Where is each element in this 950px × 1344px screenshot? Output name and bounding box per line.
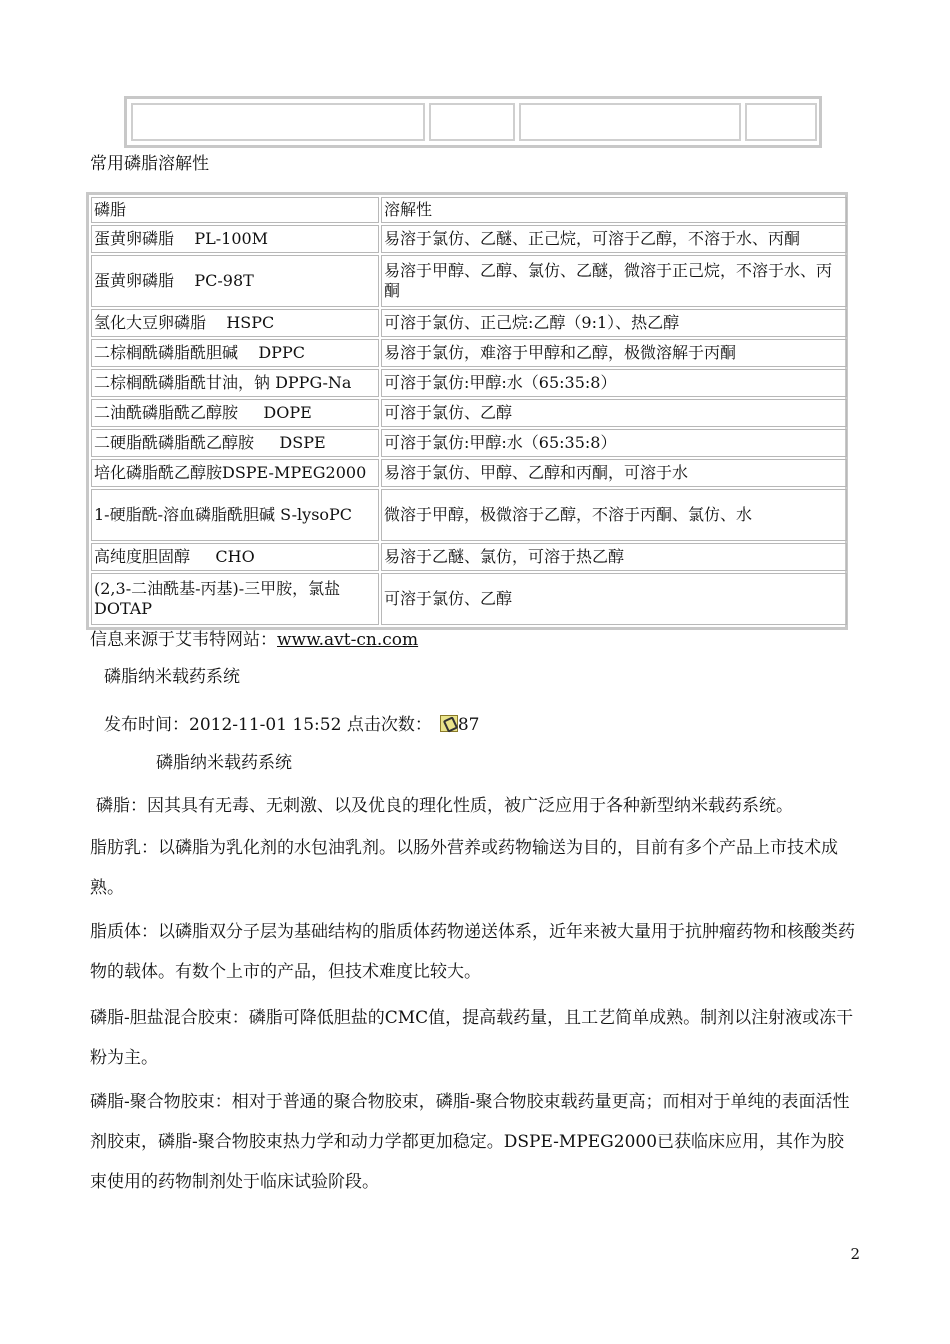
table-row (91, 339, 843, 367)
paragraph: 磷脂-聚合物胶束：相对于普通的聚合物胶束，磷脂-聚合物胶束载药量更高；而相对于单纯的表面活性剂胶束，磷脂-聚合物胶束热力学和动力学都更加稳定。DSPE-MPEG2000已获临床应用，其作为胶束使用的药物制剂处于临床试验阶段。 (90, 1092, 850, 1192)
phospholipid-cell: 蛋黄卵磷脂 PC-98T (91, 255, 379, 307)
table-row (91, 459, 843, 487)
phospholipid-cell: 二棕榈酰磷脂酰胆碱 DPPC (91, 339, 379, 367)
phospholipid-cell: 二油酰磷脂酰乙醇胺 DOPE (91, 399, 379, 427)
table-row (91, 225, 843, 253)
table-row (91, 309, 843, 337)
table-row (91, 369, 843, 397)
click-count: 87 (457, 715, 480, 735)
phospholipid-cell: (2,3-二油酰基-丙基)-三甲胺，氯盐 DOTAP (91, 573, 379, 625)
table-caption: 常用磷脂溶解性 (90, 154, 209, 174)
table-header-row (91, 197, 843, 223)
phospholipid-cell: 1-硬脂酰-溶血磷脂酰胆碱 S-lysoPC (91, 489, 379, 541)
source-line (90, 629, 418, 651)
table-row (91, 489, 843, 541)
solubility-cell: 易溶于氯仿，难溶于甲醇和乙醇，极微溶解于丙酮 (381, 339, 847, 367)
article-subtitle: 磷脂纳米载药系统 (156, 753, 292, 773)
solubility-table (86, 192, 848, 630)
paragraph: 脂质体：以磷脂双分子层为基础结构的脂质体药物递送体系，近年来被大量用于抗肿瘤药物和核酸类药物的载体。有数个上市的产品，但技术难度比较大。 (90, 922, 855, 982)
solubility-cell: 易溶于氯仿、乙醚、正己烷，可溶于乙醇，不溶于水、丙酮 (381, 225, 847, 253)
empty-table-cell (745, 103, 817, 141)
phospholipid-cell: 蛋黄卵磷脂 PL-100M (91, 225, 379, 253)
publish-label: 发布时间：2012-11-01 15:52 点击次数： (104, 715, 432, 735)
solubility-cell: 可溶于氯仿:甲醇:水（65:35:8） (381, 429, 847, 457)
header-phospholipid: 磷脂 (91, 197, 379, 223)
phospholipid-cell: 二棕榈酰磷脂酰甘油，钠 DPPG-Na (91, 369, 379, 397)
solubility-cell: 可溶于氯仿、正己烷:乙醇（9:1）、热乙醇 (381, 309, 847, 337)
solubility-cell: 易溶于氯仿、甲醇、乙醇和丙酮，可溶于水 (381, 459, 847, 487)
phospholipid-cell: 培化磷脂酰乙醇胺DSPE-MPEG2000 (91, 459, 379, 487)
table-row (91, 399, 843, 427)
empty-table (124, 96, 822, 148)
paragraph: 磷脂-胆盐混合胶束：磷脂可降低胆盐的CMC值，提高载药量，且工艺简单成熟。制剂以注射液或冻干粉为主。 (90, 1008, 854, 1068)
paragraph: 脂肪乳：以磷脂为乳化剂的水包油乳剂。以肠外营养或药物输送为目的，目前有多个产品上市技术成熟。 (90, 838, 838, 898)
table-row (91, 429, 843, 457)
paragraph: 磷脂：因其具有无毒、无刺激、以及优良的理化性质，被广泛应用于各种新型纳米载药系统。 (96, 796, 793, 816)
table-row (91, 573, 843, 625)
article-title: 磷脂纳米载药系统 (104, 667, 240, 687)
phospholipid-cell: 氢化大豆卵磷脂 HSPC (91, 309, 379, 337)
solubility-cell: 可溶于氯仿、乙醇 (381, 573, 847, 625)
source-prefix: 信息来源于艾韦特网站： (90, 630, 277, 650)
header-solubility: 溶解性 (381, 197, 847, 223)
table-row (91, 255, 843, 307)
empty-table-cell (131, 103, 425, 141)
solubility-cell: 可溶于氯仿、乙醇 (381, 399, 847, 427)
counter-icon (440, 715, 458, 732)
solubility-cell: 可溶于氯仿:甲醇:水（65:35:8） (381, 369, 847, 397)
empty-table-cell (519, 103, 741, 141)
table-row (91, 543, 843, 571)
solubility-cell: 微溶于甲醇，极微溶于乙醇，不溶于丙酮、氯仿、水 (381, 489, 847, 541)
page-number: 2 (850, 1245, 860, 1263)
phospholipid-cell: 高纯度胆固醇 CHO (91, 543, 379, 571)
phospholipid-cell: 二硬脂酰磷脂酰乙醇胺 DSPE (91, 429, 379, 457)
source-link[interactable]: www.avt-cn.com (277, 630, 419, 650)
solubility-cell: 易溶于甲醇、乙醇、氯仿、乙醚，微溶于正己烷，不溶于水、丙酮 (381, 255, 847, 307)
publish-info (104, 714, 479, 736)
solubility-cell: 易溶于乙醚、氯仿，可溶于热乙醇 (381, 543, 847, 571)
empty-table-cell (429, 103, 515, 141)
